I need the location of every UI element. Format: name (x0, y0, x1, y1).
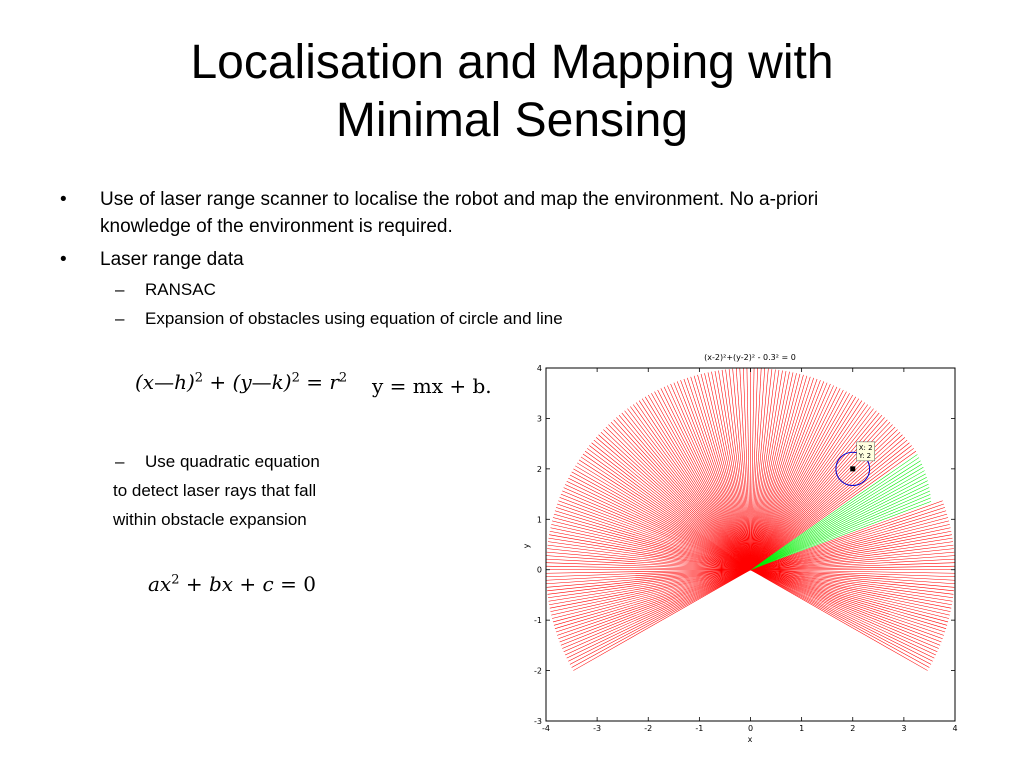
datatip-x-label: X: 2 (858, 443, 873, 452)
title-line-2: Minimal Sensing (335, 94, 689, 147)
y-tick-label: 2 (536, 464, 542, 474)
x-axis-label: x (747, 735, 753, 744)
bullet-marker: • (60, 249, 67, 270)
y-tick-label: 3 (536, 414, 542, 424)
red-ray (577, 463, 750, 570)
datatip-y-label: Y: 2 (858, 451, 872, 460)
sub-bullet-marker: – (115, 452, 125, 471)
sub-bullet-text: RANSAC (145, 280, 216, 299)
sub-bullet-text: Expansion of obstacles using equation of circle and line (145, 309, 563, 328)
x-tick-label: 4 (952, 724, 958, 733)
y-axis-label: y (522, 543, 531, 549)
sub-bullet-marker: – (115, 309, 125, 328)
red-ray (560, 570, 751, 642)
y-tick-label: -3 (534, 717, 542, 726)
red-ray (564, 570, 751, 652)
sub-bullet-text: Use quadratic equation (145, 452, 320, 471)
quadratic-equation: $ax^2$ + bx + c = 0 (148, 572, 316, 596)
x-tick-label: -3 (593, 724, 602, 733)
laser-rays (546, 368, 955, 671)
obstacle-center-marker (850, 466, 855, 471)
red-ray (568, 570, 750, 662)
continuation-line-2: within obstacle expansion (113, 510, 307, 529)
title-line-1: Localisation and Mapping with (190, 36, 834, 89)
y-tick-label: 4 (536, 364, 542, 373)
red-ray (642, 399, 750, 570)
red-ray (751, 570, 942, 642)
chart-title: (x-2)²+(y-2)² - 0.3² = 0 (704, 353, 796, 362)
y-tick-label: -1 (534, 616, 542, 626)
x-tick-label: 2 (850, 724, 856, 733)
bullet-marker: • (60, 189, 67, 210)
red-ray (751, 570, 938, 652)
x-tick-label: -4 (542, 724, 550, 733)
x-tick-label: -1 (695, 724, 704, 733)
bullet-text-line-1: Use of laser range scanner to localise the robot and map the environment. No a-priori (100, 189, 819, 210)
x-tick-label: 0 (747, 724, 754, 733)
y-tick-label: -2 (534, 666, 542, 676)
circle-equation: (x—h)$^2$ + (y—k)$^2$ = $r^2$ (135, 370, 348, 394)
bullet-text: Laser range data (100, 249, 244, 270)
continuation-line-1: to detect laser rays that fall (113, 481, 317, 500)
obstacle-overlay (836, 442, 875, 486)
sub-bullet-marker: – (115, 280, 125, 299)
bullet-text-line-2: knowledge of the environment is required. (100, 216, 453, 237)
green-ray (751, 464, 923, 570)
x-tick-label: -2 (644, 724, 653, 733)
line-equation: y = mx + b. (372, 374, 492, 398)
x-tick-label: 1 (799, 724, 805, 733)
red-ray (751, 399, 859, 570)
x-tick-label: 3 (901, 724, 907, 733)
y-tick-label: 1 (536, 515, 542, 525)
red-ray (751, 570, 933, 662)
y-tick-label: 0 (536, 565, 542, 575)
